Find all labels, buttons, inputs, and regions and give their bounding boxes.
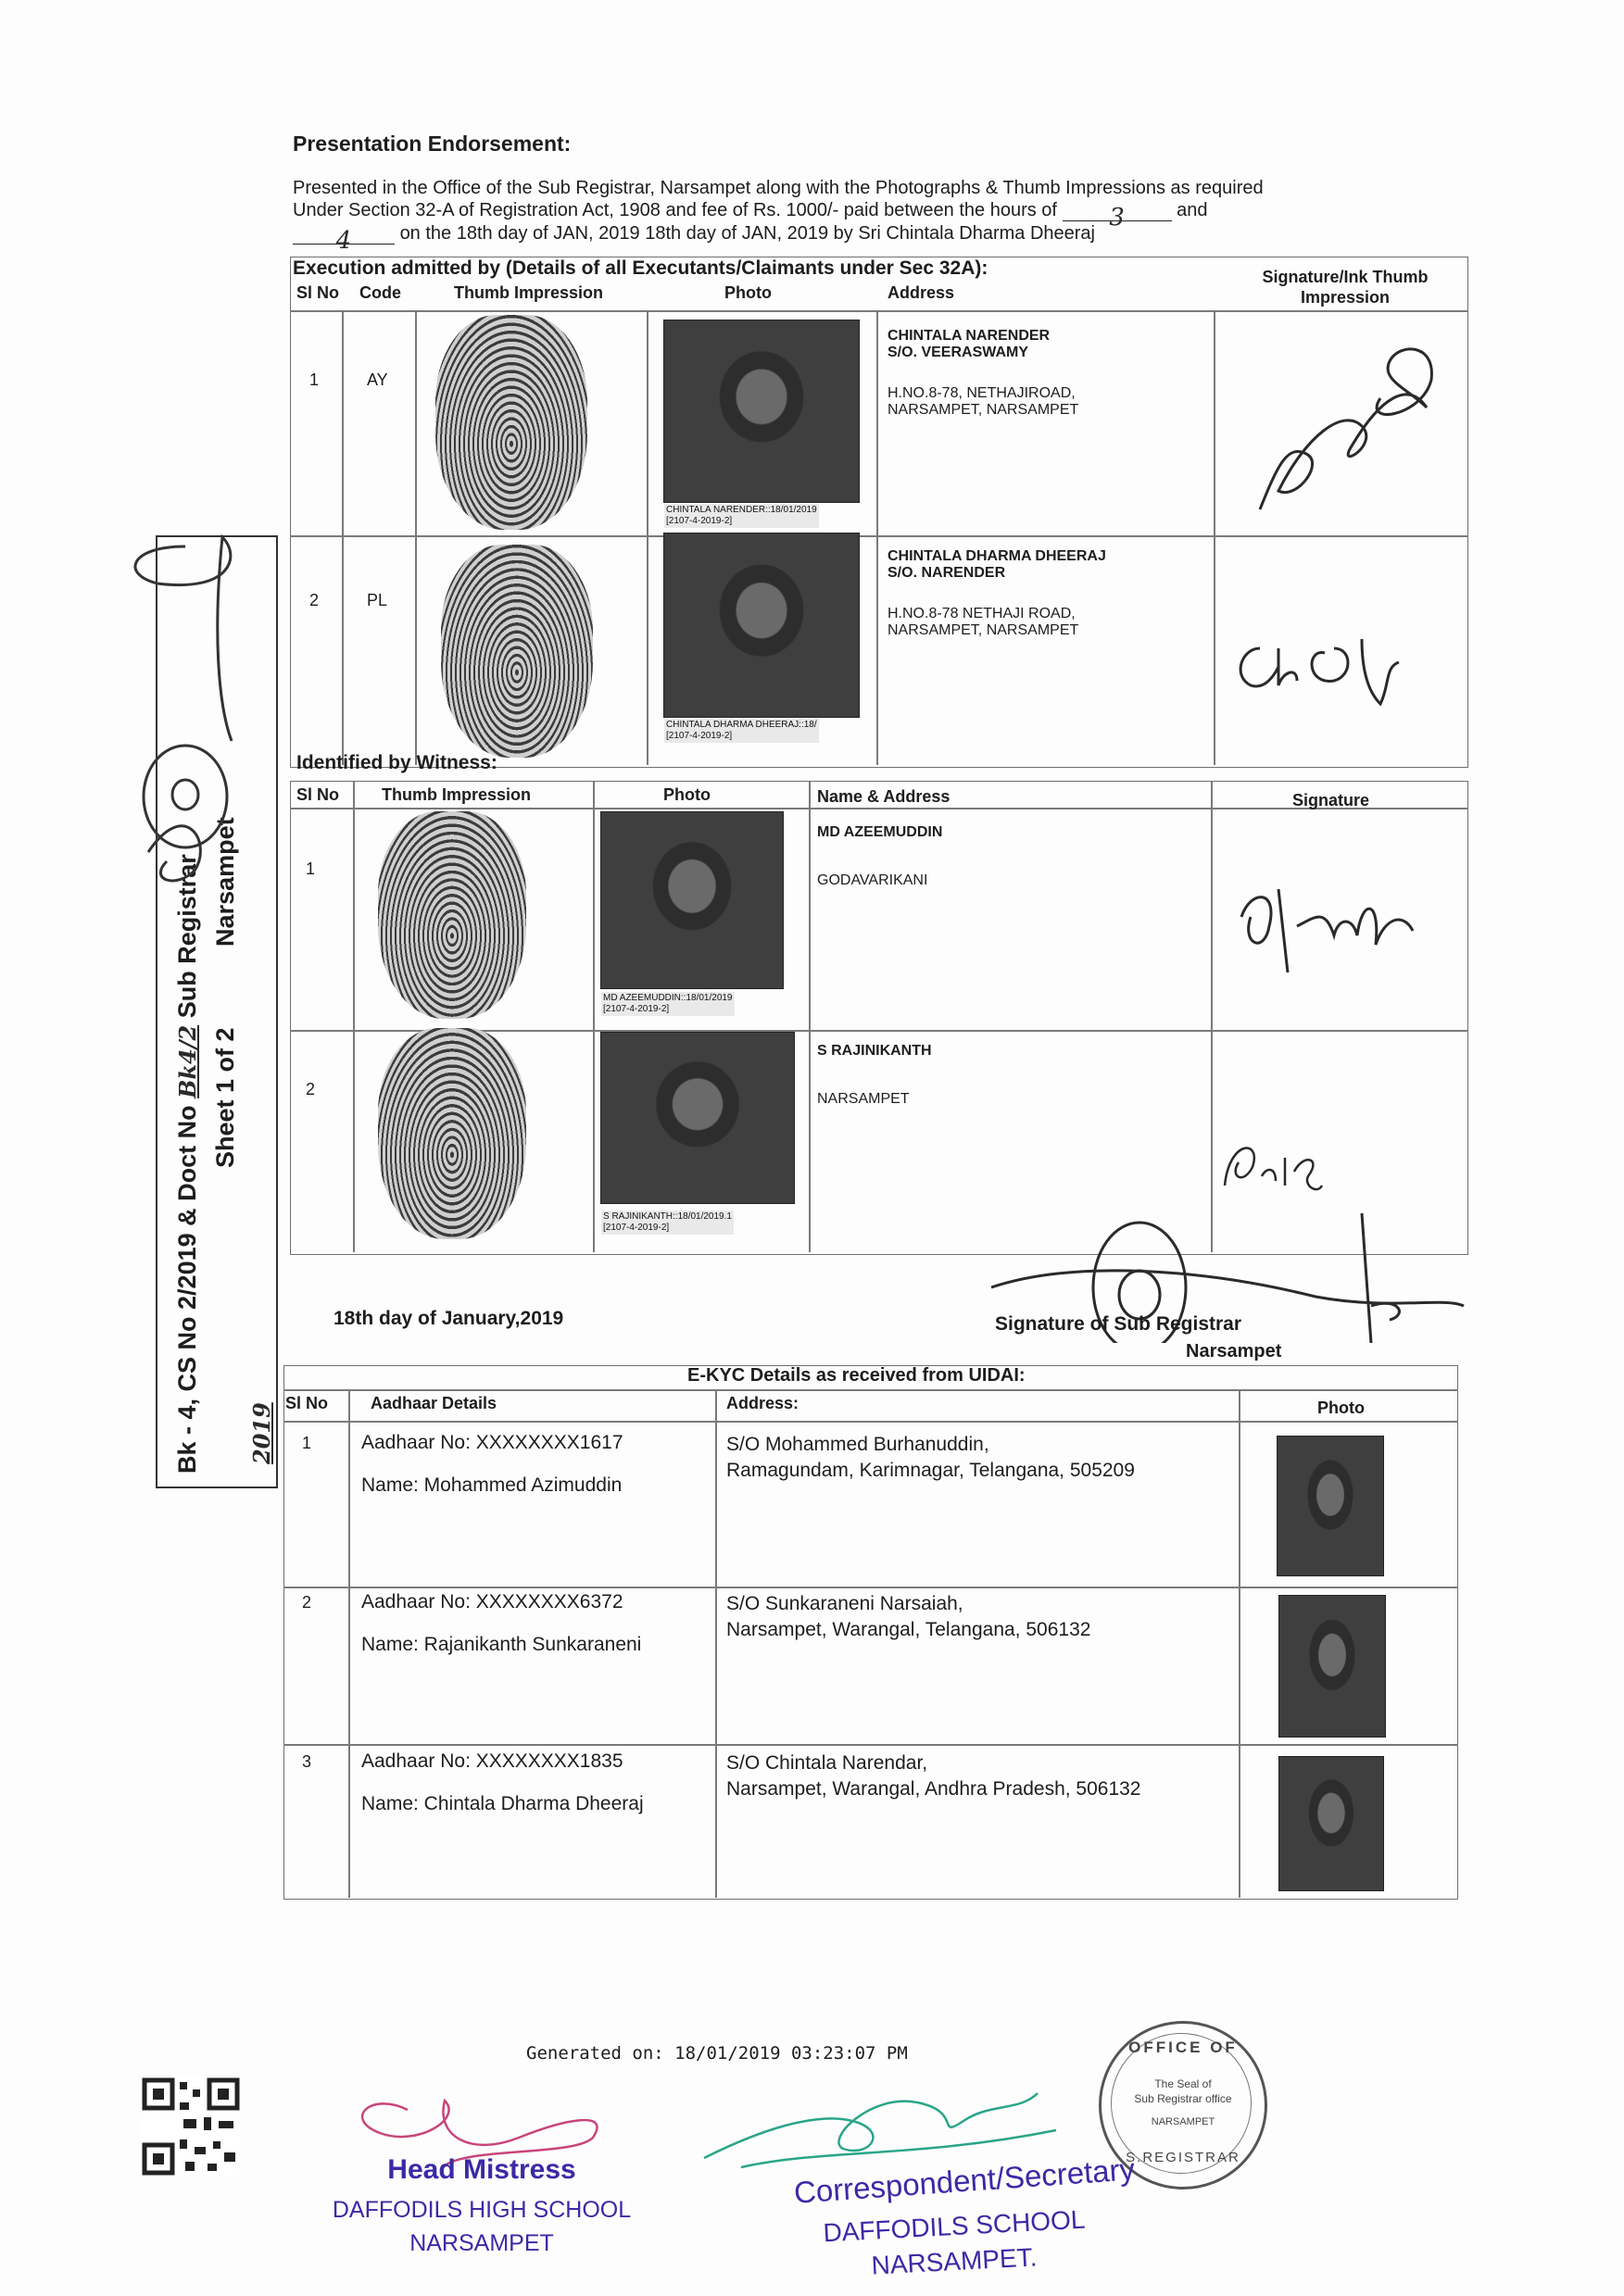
photo-caption-line-1: CHINTALA DHARMA DHEERAJ::18/ (666, 720, 817, 730)
exec-header-address: Address (888, 283, 955, 302)
ekyc-row-3-addr2: Narsampet, Warangal, Andhra Pradesh, 506132 (726, 1778, 1141, 1800)
witness-header-thumb: Thumb Impression (382, 785, 532, 804)
side-stamp-place: Narsampet (211, 817, 239, 947)
seal-bottom-text: S.REGISTRAR (1126, 2150, 1240, 2165)
stamp-left-title: Head Mistress (387, 2154, 576, 2185)
ekyc-header-photo: Photo (1317, 1399, 1365, 1417)
ekyc-row-2-aadhaar: Aadhaar No: XXXXXXXX6372 (361, 1591, 623, 1612)
thumb-impression-image (441, 545, 593, 758)
executant-2-signature (1223, 611, 1436, 713)
ekyc-row-2-sl: 2 (302, 1593, 312, 1612)
exec-row-2-sl: 2 (309, 591, 320, 609)
thumb-impression-image (435, 315, 587, 530)
exec-row-1-addr2: NARSAMPET, NARSAMPET (888, 402, 1079, 418)
witness-col-rule (809, 782, 811, 1252)
ekyc-row-rule (283, 1744, 1458, 1746)
qr-code-icon (139, 2075, 243, 2178)
exec-row-1-name: CHINTALA NARENDER (888, 328, 1051, 344)
aadhaar-photo (1278, 1756, 1384, 1891)
ekyc-row-3-name: Name: Chintala Dharma Dheeraj (361, 1793, 644, 1814)
exec-row-1-sl: 1 (309, 370, 320, 389)
stamp-right-title: Correspondent/Secretary (792, 2152, 1137, 2210)
presented-line-2-text: Under Section 32-A of Registration Act, 1908 and fee of Rs. 1000/- paid between the hours of (293, 200, 1057, 220)
ekyc-header-address: Address: (726, 1394, 799, 1412)
side-stamp-doc-ref: Bk - 4, CS No 2/2019 & Doct No (173, 1105, 201, 1474)
ekyc-header-aadhaar: Aadhaar Details (371, 1394, 497, 1412)
side-stamp-sheet: Sheet 1 of 2 (211, 1027, 239, 1168)
exec-row-2-name: CHINTALA DHARMA DHEERAJ (888, 548, 1106, 564)
exec-header-code: Code (359, 283, 401, 302)
exec-header-signature: Signature/Ink Thumb Impression (1262, 268, 1429, 307)
exec-header-slno: Sl No (296, 283, 340, 302)
ekyc-row-3-sl: 3 (302, 1752, 312, 1771)
exec-col-rule (876, 311, 878, 765)
witness-row-2-name: S RAJINIKANTH (817, 1043, 932, 1059)
photo-caption-line-2: [2107-4-2019-2] (603, 1004, 670, 1014)
side-stamp-signature (93, 519, 278, 908)
ekyc-row-3-aadhaar: Aadhaar No: XXXXXXXX1835 (361, 1750, 623, 1772)
witness-header-photo: Photo (663, 785, 711, 804)
ekyc-row-1-name: Name: Mohammed Azimuddin (361, 1474, 623, 1496)
photo-caption-line-2: [2107-4-2019-2] (666, 731, 733, 741)
witness-header-name-address: Name & Address (817, 787, 950, 806)
document-heading: Presentation Endorsement: (293, 132, 572, 156)
ekyc-row-1-addr1: S/O Mohammed Burhanuddin, (726, 1434, 989, 1455)
photo-caption (601, 1211, 734, 1235)
aadhaar-photo (1278, 1595, 1386, 1738)
witness-photo (600, 811, 784, 1014)
exec-row-2-relation: S/O. NARENDER (888, 565, 1006, 581)
ekyc-row-2-addr2: Narsampet, Warangal, Telangana, 506132 (726, 1619, 1091, 1640)
ekyc-row-1-sl: 1 (302, 1434, 312, 1452)
stamp-left-school: DAFFODILS HIGH SCHOOL (332, 2197, 632, 2223)
generated-timestamp: Generated on: 18/01/2019 03:23:07 PM (526, 2043, 908, 2064)
thumb-impression-image (378, 811, 526, 1019)
witness-row-1-name: MD AZEEMUDDIN (817, 824, 943, 840)
ekyc-row-rule (283, 1587, 1458, 1588)
seal-mid-3: NARSAMPET (1151, 2116, 1215, 2127)
witness-header-slno: Sl No (296, 785, 340, 804)
witness-photo (600, 1032, 795, 1233)
side-stamp-office: Sub Registrar (173, 854, 201, 1019)
head-mistress-signature (334, 2082, 630, 2165)
witness-row-2-place: NARSAMPET (817, 1091, 910, 1107)
ekyc-row-1-aadhaar: Aadhaar No: XXXXXXXX1617 (361, 1432, 623, 1453)
ekyc-label: E-KYC Details as received from UIDAI: (687, 1365, 1026, 1386)
exec-row-1-relation: S/O. VEERASWAMY (888, 345, 1029, 360)
and-word: and (1177, 200, 1208, 220)
photo-caption-line-2: [2107-4-2019-2] (603, 1223, 670, 1233)
thumb-impression-image (378, 1028, 526, 1239)
exec-col-rule (647, 311, 648, 765)
photo-caption (601, 992, 735, 1016)
exec-header-thumb: Thumb Impression (454, 283, 604, 302)
witness-row-1-sl: 1 (306, 859, 316, 878)
signatory-place: Narsampet (1186, 1341, 1282, 1361)
ekyc-row-1-addr2: Ramagundam, Karimnagar, Telangana, 505209 (726, 1460, 1135, 1481)
executant-photo (663, 320, 860, 526)
photo-caption-line-1: CHINTALA NARENDER::18/01/2019 (666, 505, 817, 515)
hours-from-blank (1063, 204, 1172, 232)
seal-mid-2: Sub Registrar office (1134, 2092, 1232, 2105)
stamp-right-school: DAFFODILS SCHOOL (822, 2204, 1087, 2248)
stamp-left-place: NARSAMPET (409, 2230, 554, 2256)
exec-row-2-addr1: H.NO.8-78 NETHAJI ROAD, (888, 606, 1076, 621)
exec-row-2-addr2: NARSAMPET, NARSAMPET (888, 622, 1079, 638)
witness-col-rule (593, 782, 595, 1252)
presented-line-1: Presented in the Office of the Sub Registrar, Narsampet along with the Photographs & Thumb Impressions as required (293, 178, 1264, 198)
execution-row-rule (290, 535, 1468, 537)
executant-photo (663, 533, 860, 741)
presented-line-3 (293, 223, 1096, 255)
photo-caption (664, 504, 819, 528)
ekyc-label-rule (283, 1389, 1458, 1391)
side-stamp-doct-handwritten: Bk4/2 (174, 1024, 201, 1098)
ekyc-col-rule (348, 1390, 350, 1898)
stamp-right-place: NARSAMPET. (870, 2242, 1039, 2280)
ekyc-col-rule (1239, 1390, 1240, 1898)
exec-col-rule (342, 311, 344, 765)
hours-to-blank (293, 227, 395, 255)
exec-col-rule (1214, 311, 1215, 765)
ekyc-row-3-addr1: S/O Chintala Narendar, (726, 1752, 928, 1774)
witness-col-rule (353, 782, 355, 1252)
witness-label: Identified by Witness: (296, 752, 497, 773)
ekyc-header-rule (283, 1421, 1458, 1423)
hours-to: 4 (335, 227, 352, 255)
hours-from: 3 (1109, 204, 1125, 232)
presented-line-3-text: on the 18th day of JAN, 2019 18th day of JAN, 2019 by Sri Chintala Dharma Dheeraj (399, 223, 1096, 244)
aadhaar-photo (1277, 1436, 1384, 1576)
signatory-title: Signature of Sub Registrar (995, 1313, 1242, 1335)
witness-row-1-place: GODAVARIKANI (817, 872, 928, 888)
witness-header-signature: Signature (1292, 791, 1370, 809)
exec-col-rule (415, 311, 417, 765)
photo-caption-line-1: S RAJINIKANTH::18/01/2019.1 (603, 1211, 732, 1222)
ekyc-row-2-name: Name: Rajanikanth Sunkaraneni (361, 1634, 642, 1655)
exec-row-2-code: PL (367, 591, 388, 609)
exec-row-1-code: AY (367, 370, 388, 389)
ekyc-row-2-addr1: S/O Sunkaraneni Narsaiah, (726, 1593, 963, 1614)
executant-1-signature (1223, 324, 1464, 528)
photo-caption-line-1: MD AZEEMUDDIN::18/01/2019 (603, 993, 733, 1003)
ekyc-col-rule (715, 1390, 717, 1898)
exec-header-photo: Photo (724, 283, 772, 302)
seal-top-text: OFFICE OF (1128, 2039, 1238, 2056)
exec-row-1-addr1: H.NO.8-78, NETHAJIROAD, (888, 385, 1076, 401)
endorsement-date: 18th day of January,2019 (334, 1308, 564, 1329)
ekyc-header-slno: Sl No (285, 1394, 329, 1412)
witness-1-signature (1223, 861, 1436, 991)
side-stamp-year-handwritten: 2019 (248, 1402, 275, 1464)
execution-header-rule (290, 310, 1468, 312)
seal-mid-1: The Seal of (1154, 2077, 1212, 2090)
photo-caption-line-2: [2107-4-2019-2] (666, 516, 733, 526)
execution-label: Execution admitted by (Details of all Executants/Claimants under Sec 32A): (293, 257, 988, 279)
presented-line-2 (293, 200, 1208, 232)
witness-row-2-sl: 2 (306, 1080, 316, 1098)
photo-caption (664, 719, 819, 743)
